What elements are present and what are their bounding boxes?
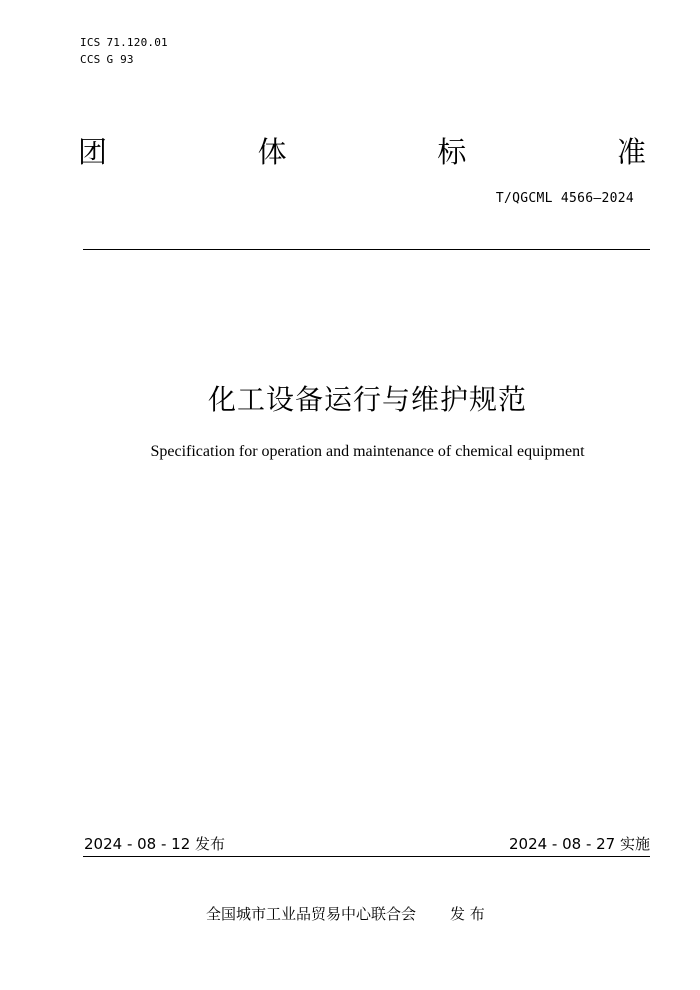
ics-label: ICS	[80, 36, 101, 49]
ccs-label: CCS	[80, 53, 101, 66]
heading-char-4: 准	[616, 135, 646, 169]
heading-char-1: 团	[78, 135, 108, 169]
implementation-date: 2024 - 08 - 27 实施	[508, 835, 650, 853]
standard-type-heading	[78, 132, 646, 172]
publisher-action: 发 布	[450, 905, 485, 923]
publisher-organization: 全国城市工业品贸易中心联合会	[206, 905, 417, 923]
ics-code-row	[80, 34, 174, 51]
document-title-zh: 化工设备运行与维护规范	[207, 383, 527, 416]
issue-date: 2024 - 08 - 12 发布	[84, 835, 226, 853]
classification-codes	[80, 34, 174, 68]
document-title-en: Specification for operation and maintenance of chemical equipment	[150, 443, 585, 460]
standard-number: T/QGCML 4566—2024	[495, 191, 634, 206]
bottom-divider	[83, 856, 650, 857]
heading-char-3: 标	[437, 135, 467, 169]
ics-value: 71.120.01	[106, 36, 168, 49]
ccs-value: G 93	[106, 53, 134, 66]
heading-char-2: 体	[257, 135, 287, 169]
ccs-code-row	[80, 51, 174, 68]
publisher-line	[206, 904, 485, 924]
top-divider	[83, 249, 650, 250]
